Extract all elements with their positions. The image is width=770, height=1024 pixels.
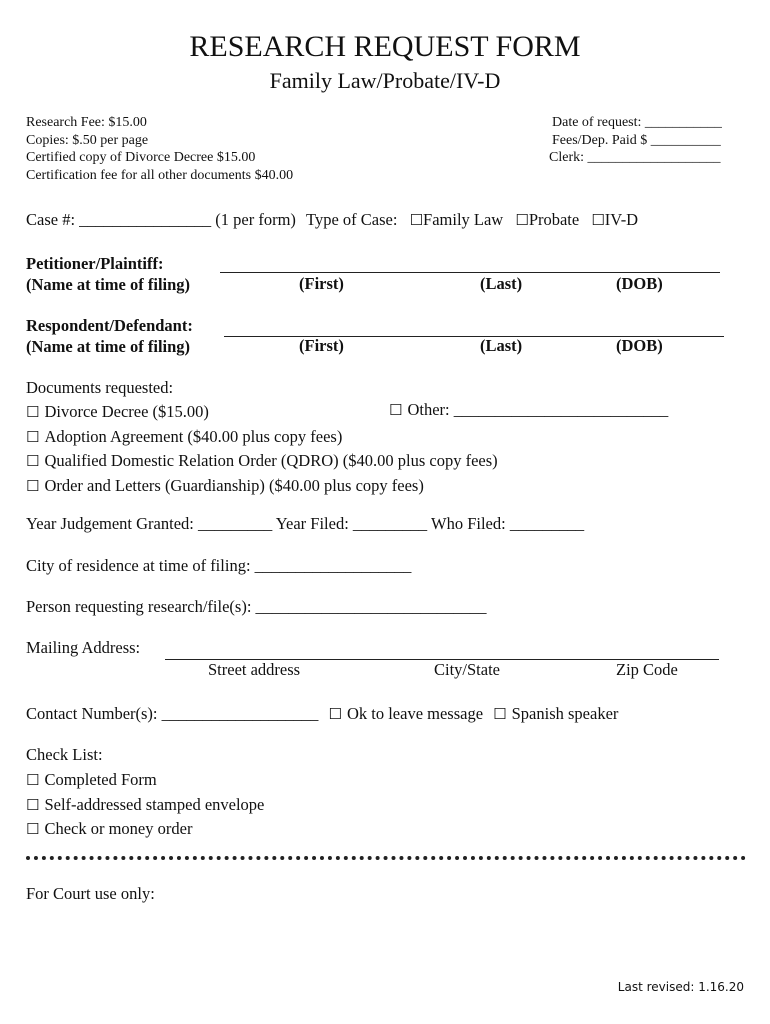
mailing-address-label: Mailing Address:	[26, 638, 141, 657]
checkbox-icon: ☐	[26, 452, 40, 470]
case-type-probate[interactable]: ☐Probate	[515, 210, 580, 229]
petitioner-dob-label: (DOB)	[616, 274, 663, 293]
checkbox-icon: ☐	[515, 211, 529, 229]
doc-other[interactable]: ☐ Other: __________________________	[389, 400, 669, 419]
fee-list	[26, 114, 293, 184]
documents-requested-label: Documents requested:	[26, 378, 174, 397]
checklist	[26, 768, 264, 842]
checklist-payment[interactable]: ☐ Check or money order	[26, 817, 264, 842]
fee-divorce-decree: Certified copy of Divorce Decree $15.00	[26, 150, 256, 165]
fee-research: Research Fee: $15.00	[26, 115, 147, 130]
contact-line	[26, 704, 618, 724]
respondent-dob-label: (DOB)	[616, 336, 663, 355]
fee-copies: Copies: $.50 per page	[26, 132, 149, 148]
case-type-label: Type of Case:	[306, 210, 398, 229]
year-judgement-line[interactable]: Year Judgement Granted: _________ Year Filed: _________ Who Filed: _________	[26, 514, 585, 533]
fee-certification: Certification fee for all other documents $40.00	[26, 167, 294, 183]
checkbox-icon: ☐	[26, 820, 40, 838]
checkbox-icon: ☐	[389, 401, 403, 419]
checkbox-icon: ☐	[26, 771, 40, 789]
checklist-completed-form[interactable]: ☐ Completed Form	[26, 768, 264, 793]
checkbox-icon: ☐	[26, 427, 40, 446]
checklist-label: Check List:	[26, 745, 103, 764]
checkbox-icon: ☐	[409, 211, 424, 229]
case-type-family-law[interactable]: ☐Family Law	[409, 210, 504, 229]
case-type-ivd[interactable]: ☐IV-D	[591, 210, 639, 229]
petitioner-last-label: (Last)	[480, 274, 523, 293]
petitioner-label: Petitioner/Plaintiff: (Name at time of filing)	[26, 254, 191, 294]
petitioner-name-line[interactable]	[220, 272, 720, 273]
checkbox-icon: ☐	[591, 211, 605, 229]
last-revised-note: Last revised: 1.16.20	[617, 980, 744, 994]
doc-guardianship[interactable]: ☐ Order and Letters (Guardianship) ($40.00 plus copy fees)	[26, 474, 498, 499]
office-use-fields	[549, 114, 722, 167]
spanish-speaker-option[interactable]: ☐ Spanish speaker	[493, 704, 619, 723]
checkbox-icon: ☐	[493, 705, 507, 723]
city-of-residence-field[interactable]: City of residence at time of filing: ___________________	[26, 556, 412, 575]
respondent-first-label: (First)	[299, 336, 344, 355]
ok-to-leave-message-option[interactable]: ☐ Ok to leave message	[328, 704, 484, 723]
case-number-field[interactable]: Case #: ________________ (1 per form)	[26, 210, 296, 229]
doc-adoption-agreement[interactable]: ☐ Adoption Agreement ($40.00 plus copy fees)	[26, 425, 498, 450]
person-requesting-field[interactable]: Person requesting research/file(s): ____________________________	[26, 597, 487, 616]
dotted-divider	[26, 856, 746, 860]
city-state-label: City/State	[434, 660, 500, 679]
doc-qdro[interactable]: ☐ Qualified Domestic Relation Order (QDRO) ($40.00 plus copy fees)	[26, 449, 498, 474]
street-address-label: Street address	[208, 660, 301, 679]
date-of-request-field[interactable]: Date of request: ___________	[552, 115, 722, 130]
checkbox-icon: ☐	[26, 795, 40, 814]
contact-number-field[interactable]: Contact Number(s): ___________________	[26, 704, 319, 723]
doc-divorce-decree[interactable]: ☐ Divorce Decree ($15.00)	[26, 400, 498, 425]
clerk-field[interactable]: Clerk: ___________________	[549, 150, 721, 165]
respondent-last-label: (Last)	[480, 336, 523, 355]
checkbox-icon: ☐	[26, 403, 40, 421]
checkbox-icon: ☐	[328, 705, 342, 723]
court-use-label: For Court use only:	[26, 884, 155, 903]
form-title: RESEARCH REQUEST FORM	[189, 30, 581, 63]
form-subtitle: Family Law/Probate/IV-D	[269, 68, 501, 93]
zip-code-label: Zip Code	[616, 660, 678, 679]
petitioner-first-label: (First)	[299, 274, 344, 293]
case-line	[26, 210, 638, 230]
fees-paid-field[interactable]: Fees/Dep. Paid $ __________	[552, 132, 721, 148]
checkbox-icon: ☐	[26, 476, 40, 495]
respondent-label: Respondent/Defendant: (Name at time of filing)	[26, 316, 193, 356]
checklist-envelope[interactable]: ☐ Self-addressed stamped envelope	[26, 793, 264, 818]
